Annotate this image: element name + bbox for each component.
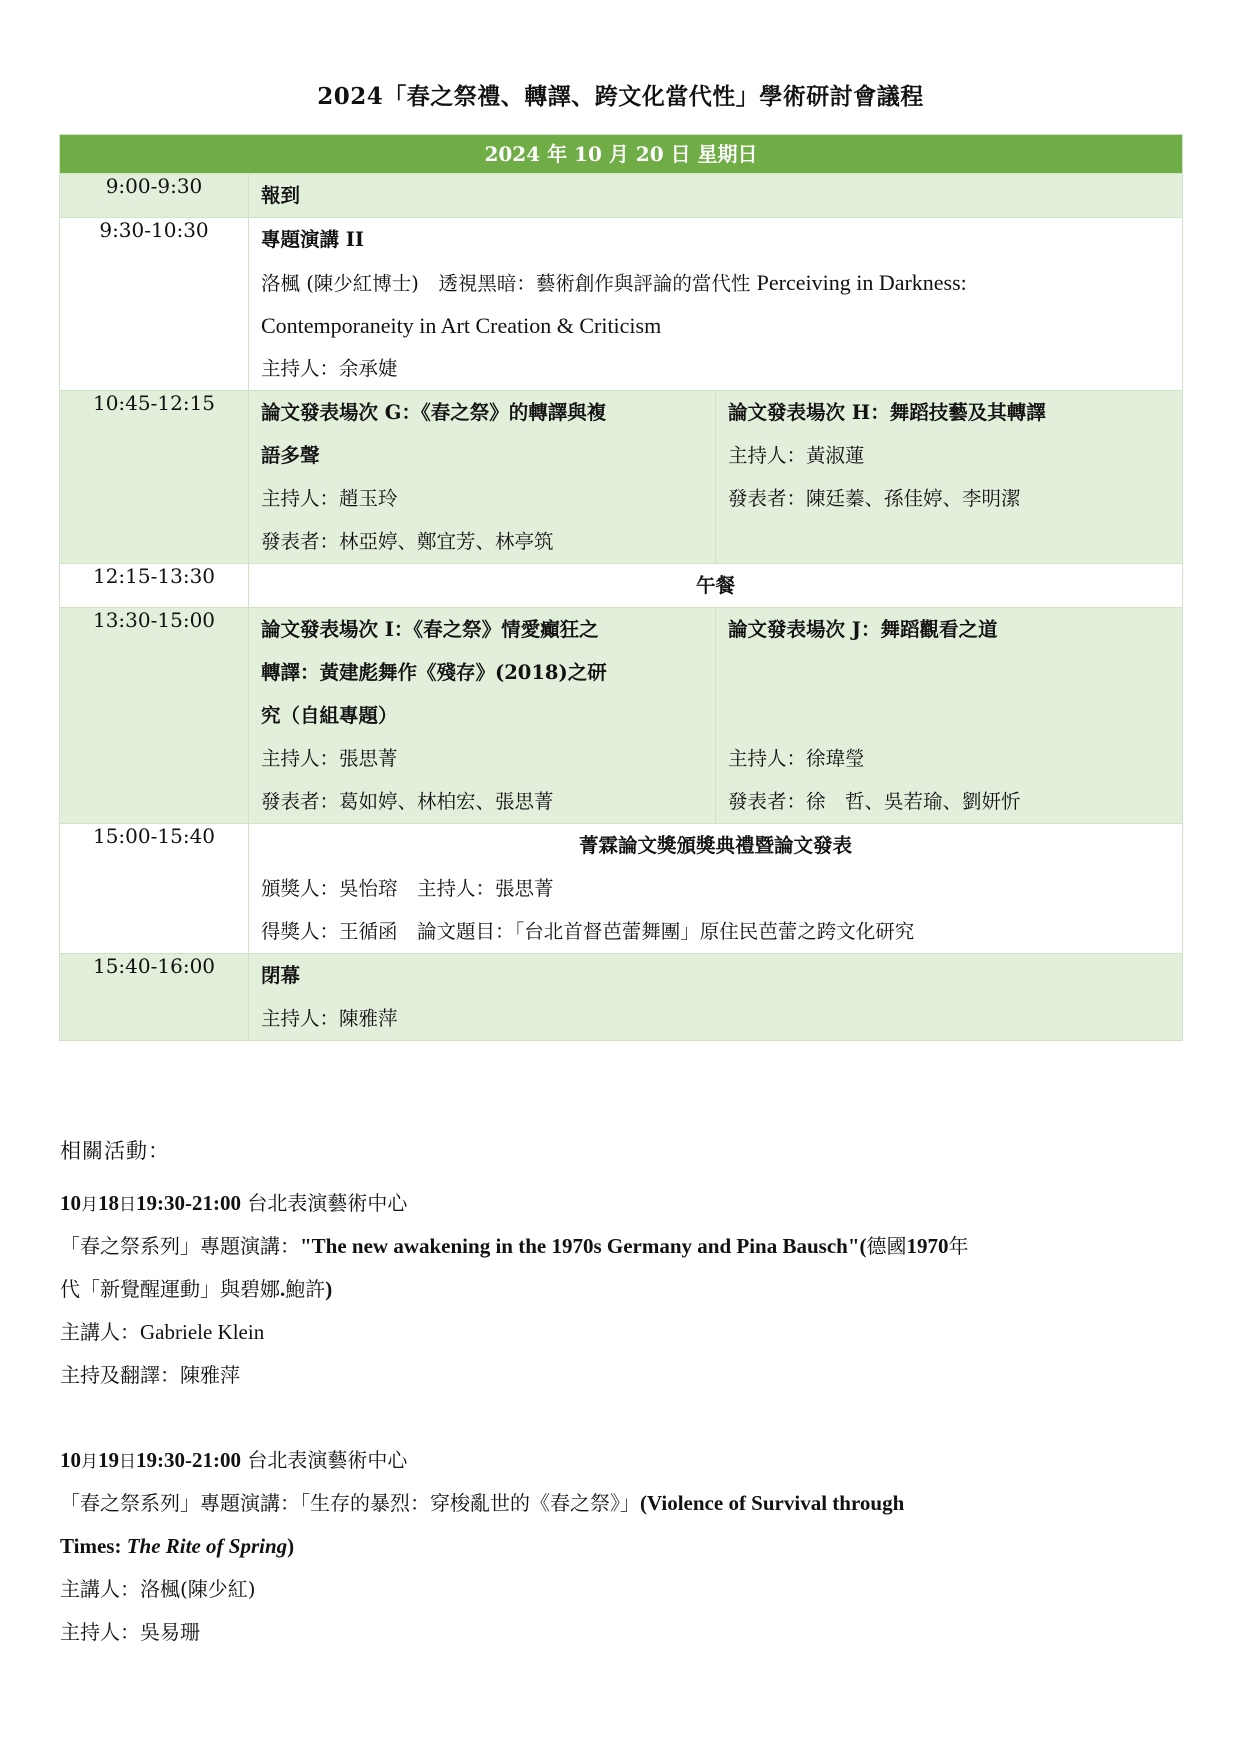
- presenters-text: 發表者：林亞婷、鄭宜芳、林亭筑: [261, 530, 554, 553]
- presenters-text: 發表者：徐 哲、吳若瑜、劉妍忻: [728, 790, 1021, 813]
- presenters-text: 發表者：葛如婷、林柏宏、張思菁: [261, 790, 554, 813]
- award-winner-text: 得獎人：王循函 論文題目：「台北首督芭蕾舞團」原住民芭蕾之跨文化研究: [261, 920, 915, 943]
- session-cell: [249, 824, 1183, 954]
- host-text: 主持人：陳雅萍: [261, 1007, 398, 1030]
- keynote-line: 洛楓 (陳少紅博士) 透視黑暗：藝術創作與評論的當代性 Perceiving in Darkness:: [261, 270, 967, 295]
- date-header: 2024 年 10 月 20 日 星期日: [60, 135, 1183, 174]
- session-title: 報到: [261, 184, 301, 207]
- agenda-row: [60, 824, 1183, 954]
- session-i-cell: [249, 608, 716, 824]
- session-cell: [249, 954, 1183, 1041]
- event-host: 主持及翻譯：陳雅萍: [60, 1363, 240, 1387]
- host-text: 主持人：張思菁: [261, 747, 398, 770]
- session-h-cell: [716, 391, 1183, 564]
- event-title-line-cont: Times: The Rite of Spring): [60, 1534, 295, 1558]
- lunch-label: 午餐: [696, 574, 736, 597]
- session-title: 論文發表場次 G：《春之祭》的轉譯與複: [261, 401, 607, 424]
- event-speaker: 主講人：洛楓(陳少紅): [60, 1577, 256, 1601]
- time-cell: 13:30-15:00: [60, 608, 249, 824]
- agenda-row: [60, 218, 1183, 391]
- host-text: 主持人：趙玉玲: [261, 487, 398, 510]
- session-title-cont: 轉譯：黃建彪舞作《殘存》(2018)之研: [261, 661, 607, 684]
- session-title: 菁霖論文獎頒獎典禮暨論文發表: [579, 834, 853, 857]
- time-cell: 10:45-12:15: [60, 391, 249, 564]
- time-cell: 15:40-16:00: [60, 954, 249, 1041]
- time-cell: 9:00-9:30: [60, 174, 249, 218]
- session-cell: [249, 564, 1183, 608]
- agenda-table: [59, 134, 1183, 1041]
- session-title: 論文發表場次 J：舞蹈觀看之道: [728, 618, 998, 641]
- session-title: 閉幕: [261, 964, 301, 987]
- time-cell: 15:00-15:40: [60, 824, 249, 954]
- event-date-line: 10月18日19:30-21:00 台北表演藝術中心: [60, 1191, 408, 1215]
- keynote-en-title: Contemporaneity in Art Creation & Criticism: [261, 313, 662, 338]
- agenda-row: [60, 391, 1183, 564]
- session-cell: [249, 218, 1183, 391]
- agenda-row: [60, 174, 1183, 218]
- related-event: [60, 1439, 904, 1654]
- session-title: 專題演講 II: [261, 228, 365, 251]
- event-host: 主持人：吳易珊: [60, 1620, 200, 1644]
- session-title: 論文發表場次 I：《春之祭》情愛癲狂之: [261, 618, 599, 641]
- time-cell: 9:30-10:30: [60, 218, 249, 391]
- host-text: 主持人：余承婕: [261, 357, 398, 380]
- event-speaker: 主講人：Gabriele Klein: [60, 1320, 265, 1344]
- date-header-row: [60, 135, 1183, 174]
- session-title-cont: 究（自組專題）: [261, 704, 398, 727]
- event-title-line: 「春之祭系列」專題演講：「生存的暴烈：穿梭亂世的《春之祭》」(Violence of Survival through: [60, 1491, 905, 1515]
- time-cell: 12:15-13:30: [60, 564, 249, 608]
- session-cell: [249, 174, 1183, 218]
- agenda-row: [60, 954, 1183, 1041]
- session-j-cell: [716, 608, 1183, 824]
- related-event: [60, 1182, 968, 1397]
- page-title: 2024「春之祭禮、轉譯、跨文化當代性」學術研討會議程: [317, 83, 924, 110]
- agenda-row: [60, 608, 1183, 824]
- award-presenter-text: 頒獎人：吳怡瑢 主持人：張思菁: [261, 877, 554, 900]
- agenda-row: [60, 564, 1183, 608]
- session-title: 論文發表場次 H：舞蹈技藝及其轉譯: [728, 401, 1046, 424]
- event-title-line-cont: 代「新覺醒運動」與碧娜.鮑許): [60, 1277, 333, 1301]
- presenters-text: 發表者：陳廷蓁、孫佳婷、李明潔: [728, 487, 1021, 510]
- event-date-line: 10月19日19:30-21:00 台北表演藝術中心: [60, 1448, 408, 1472]
- host-text: 主持人：徐瑋瑩: [728, 747, 865, 770]
- related-activities-heading: 相關活動：: [60, 1139, 170, 1163]
- session-g-cell: [249, 391, 716, 564]
- event-title-line: 「春之祭系列」專題演講："The new awakening in the 1970s Germany and Pina Bausch"(德國1970年: [60, 1234, 969, 1258]
- session-title-cont: 語多聲: [261, 444, 320, 467]
- host-text: 主持人：黃淑蓮: [728, 444, 865, 467]
